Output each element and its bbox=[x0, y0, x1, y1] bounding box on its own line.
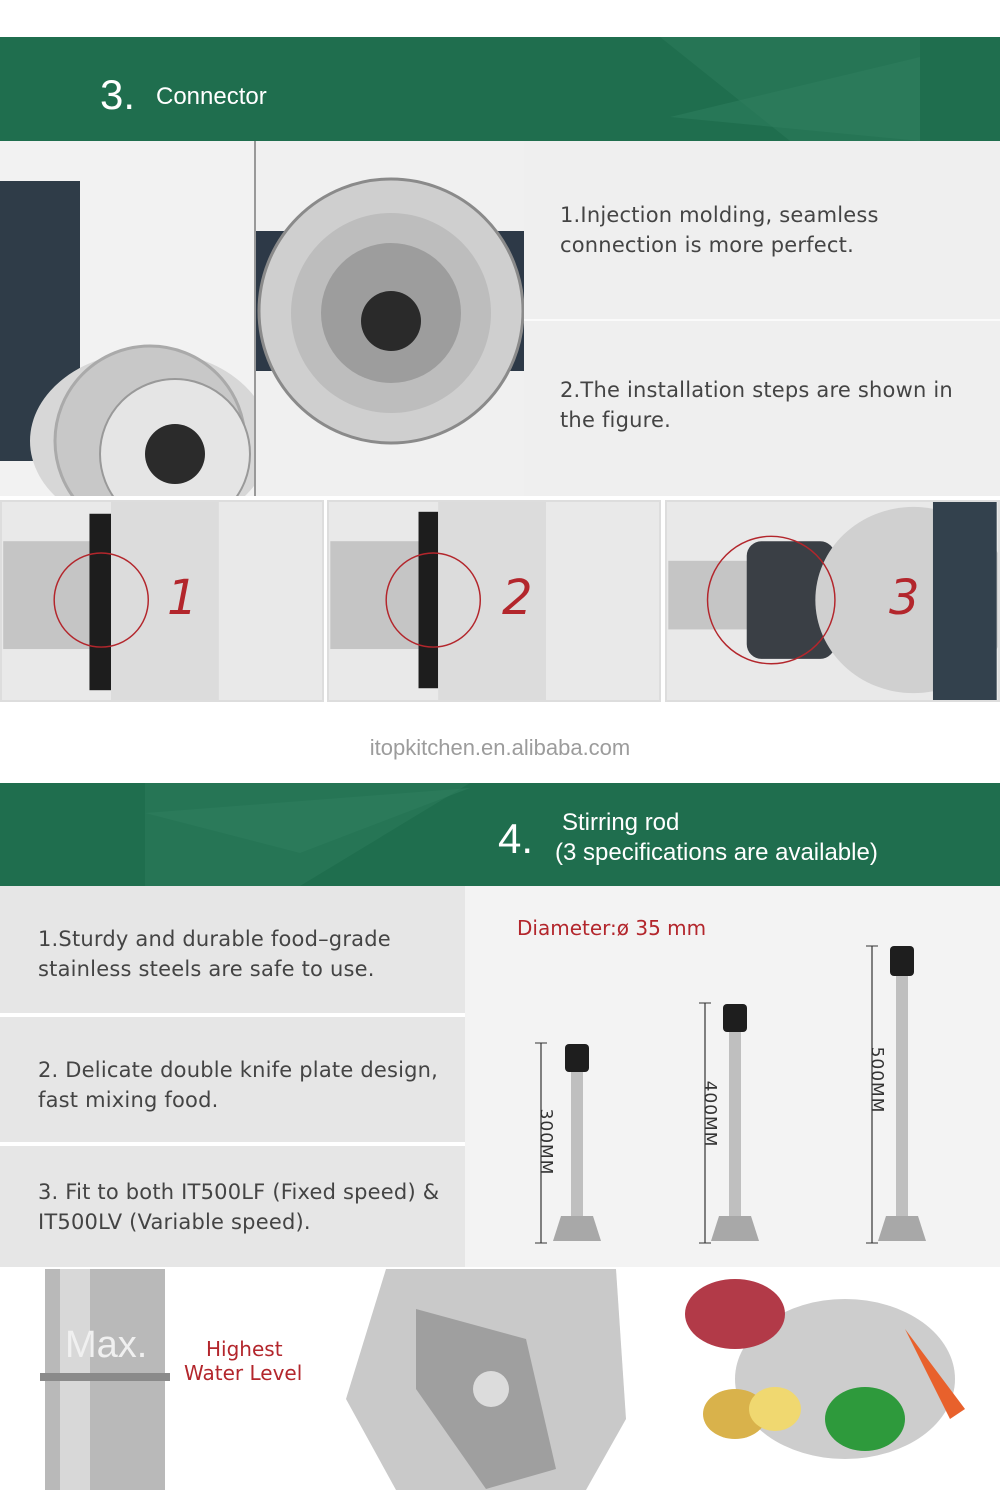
feature-point-2: 2. Delicate double knife plate design, fast mixing food. bbox=[38, 1058, 439, 1112]
step-3-number: 3 bbox=[889, 570, 920, 626]
rod-500-label: 500MM bbox=[866, 1046, 887, 1114]
step-2-number: 2 bbox=[502, 570, 533, 626]
section-number: 4. bbox=[498, 815, 534, 862]
watermark-text: itopkitchen.en.alibaba.com bbox=[369, 735, 631, 760]
install-step-2-photo bbox=[327, 500, 661, 702]
water-level-photo bbox=[0, 1269, 324, 1490]
rod-400-label: 400MM bbox=[699, 1080, 720, 1148]
rod-300-label: 300MM bbox=[535, 1108, 556, 1176]
rod-illustrations bbox=[465, 886, 1000, 1267]
diameter-label: Diameter:ø 35 mm bbox=[517, 916, 707, 940]
header-decoration bbox=[0, 37, 1000, 141]
step-1-number: 1 bbox=[167, 570, 198, 626]
blade-closeup-photo bbox=[326, 1269, 662, 1490]
install-step-1-photo bbox=[0, 500, 324, 702]
max-mark: Max. bbox=[65, 1324, 148, 1366]
feature-point-3: 3. Fit to both IT500LF (Fixed speed) & IT500LV (Variable speed). bbox=[38, 1180, 440, 1234]
panel-separator bbox=[524, 319, 1000, 321]
section-title: Stirring rod bbox=[562, 809, 680, 836]
rod-spec-panel bbox=[465, 886, 1000, 1267]
connector-text-panel bbox=[524, 141, 1000, 496]
connector-point-1: 1.Injection molding, seamless connection is more perfect. bbox=[560, 203, 879, 257]
connector-front-photo bbox=[256, 141, 524, 496]
connector-side-photo bbox=[0, 141, 255, 496]
section-4-header bbox=[0, 783, 1000, 886]
connector-point-2: 2.The installation steps are shown in the figure. bbox=[560, 378, 953, 432]
water-level-line-1: Highest bbox=[206, 1337, 283, 1361]
section-3-header bbox=[0, 37, 1000, 141]
install-step-3-photo bbox=[665, 500, 1000, 702]
feature-point-1: 1.Sturdy and durable food–grade stainless steels are safe to use. bbox=[38, 927, 391, 981]
section-number: 3. bbox=[100, 71, 136, 118]
section-title: Connector bbox=[156, 83, 267, 110]
water-level-line-2: Water Level bbox=[184, 1361, 303, 1385]
section-subtitle: (3 specifications are available) bbox=[555, 839, 878, 866]
food-mixing-photo bbox=[665, 1269, 1000, 1490]
